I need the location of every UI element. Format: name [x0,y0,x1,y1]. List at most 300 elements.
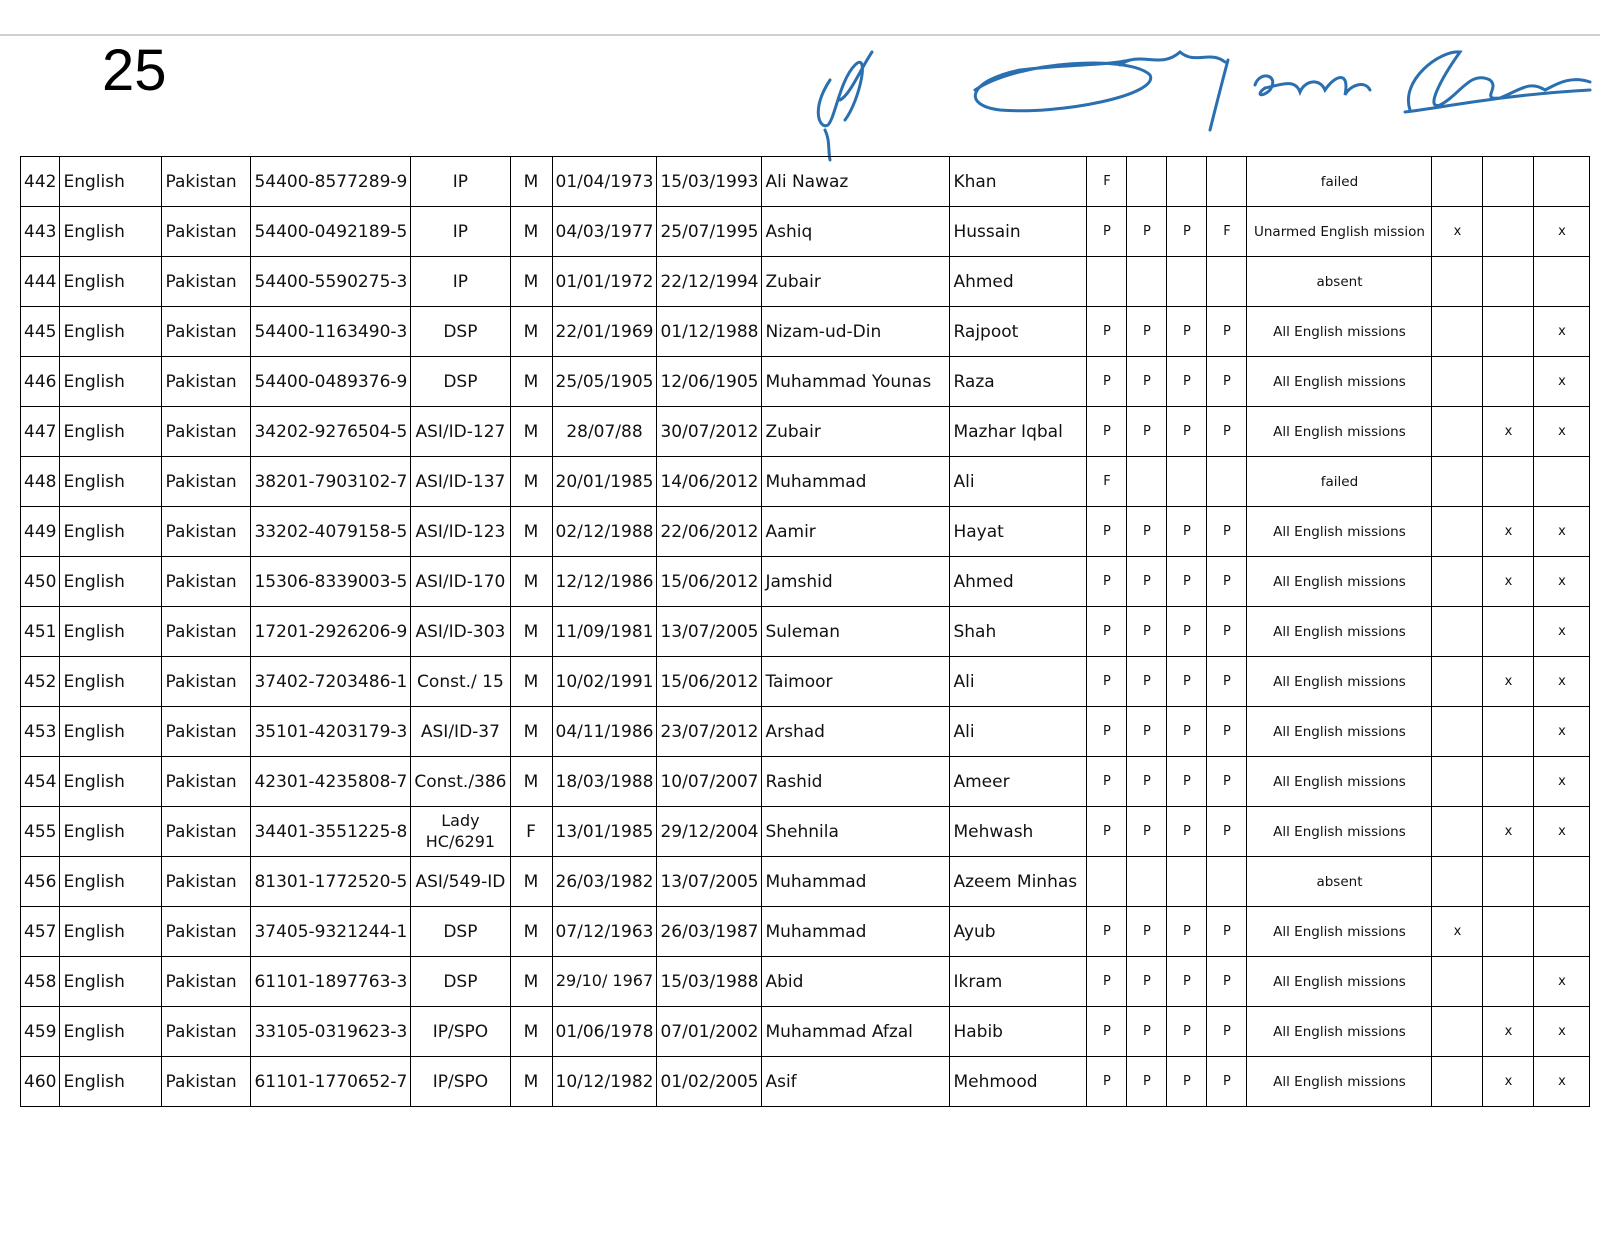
table-row [21,1007,1590,1057]
date-of-birth: 18/03/1988 [552,757,657,807]
last-name: Ameer [950,757,1087,807]
serial-number: 442 [21,157,60,207]
date-of-birth: 10/12/1982 [552,1057,657,1107]
mark-1 [1432,757,1483,807]
test-1-result: P [1087,357,1127,407]
test-1-result: P [1087,557,1127,607]
test-2-result: P [1127,657,1167,707]
cnic-number: 61101-1770652-7 [251,1057,411,1107]
test-1-result: F [1087,157,1127,207]
test-4-result: P [1207,507,1247,557]
rank: ASI/549-ID [411,857,510,907]
eligibility-remark: All English missions [1247,407,1432,457]
test-4-result: P [1207,357,1247,407]
test-4-result: P [1207,1007,1247,1057]
eligibility-remark: All English missions [1247,507,1432,557]
eligibility-remark: All English missions [1247,1007,1432,1057]
last-name: Hussain [950,207,1087,257]
mark-1 [1432,157,1483,207]
first-name: Rashid [762,757,950,807]
date-of-joining: 15/03/1988 [657,957,762,1007]
mark-3: x [1534,307,1590,357]
test-2-result: P [1127,707,1167,757]
eligibility-remark: All English missions [1247,557,1432,607]
country: Pakistan [162,907,251,957]
rank: ASI/ID-303 [411,607,510,657]
first-name: Zubair [762,257,950,307]
top-rule [0,34,1600,36]
table-row [21,1057,1590,1107]
serial-number: 457 [21,907,60,957]
country: Pakistan [162,457,251,507]
eligibility-remark: All English missions [1247,607,1432,657]
cnic-number: 38201-7903102-7 [251,457,411,507]
table-row [21,757,1590,807]
eligibility-remark: All English missions [1247,707,1432,757]
date-of-joining: 29/12/2004 [657,807,762,857]
test-2-result: P [1127,807,1167,857]
test-1-result: P [1087,957,1127,1007]
test-4-result [1207,857,1247,907]
rank: IP/SPO [411,1057,510,1107]
serial-number: 454 [21,757,60,807]
rank: Const./386 [411,757,510,807]
sex: M [510,857,552,907]
date-of-birth: 11/09/1981 [552,607,657,657]
mark-1 [1432,857,1483,907]
test-2-result: P [1127,1057,1167,1107]
mark-3: x [1534,557,1590,607]
test-3-result: P [1167,557,1207,607]
country: Pakistan [162,1007,251,1057]
date-of-joining: 22/06/2012 [657,507,762,557]
cnic-number: 54400-0489376-9 [251,357,411,407]
first-name: Jamshid [762,557,950,607]
sex: M [510,907,552,957]
date-of-birth: 13/01/1985 [552,807,657,857]
rank: ASI/ID-127 [411,407,510,457]
date-of-birth: 01/04/1973 [552,157,657,207]
test-4-result: P [1207,407,1247,457]
language: English [60,757,162,807]
roster-table [20,156,1590,1107]
mark-3 [1534,857,1590,907]
mark-2 [1483,907,1534,957]
eligibility-remark: Unarmed English mission [1247,207,1432,257]
cnic-number: 35101-4203179-3 [251,707,411,757]
serial-number: 453 [21,707,60,757]
test-3-result: P [1167,307,1207,357]
serial-number: 460 [21,1057,60,1107]
sex: F [510,807,552,857]
mark-1 [1432,407,1483,457]
mark-1 [1432,657,1483,707]
rank: ASI/ID-170 [411,557,510,607]
mark-3: x [1534,957,1590,1007]
test-2-result: P [1127,207,1167,257]
test-3-result: P [1167,907,1207,957]
test-2-result: P [1127,407,1167,457]
test-4-result: P [1207,1057,1247,1107]
mark-1 [1432,307,1483,357]
last-name: Ali [950,657,1087,707]
sex: M [510,707,552,757]
test-3-result [1167,857,1207,907]
serial-number: 451 [21,607,60,657]
test-2-result [1127,857,1167,907]
test-2-result: P [1127,607,1167,657]
test-4-result: P [1207,757,1247,807]
date-of-birth: 07/12/1963 [552,907,657,957]
country: Pakistan [162,707,251,757]
mark-2: x [1483,807,1534,857]
eligibility-remark: All English missions [1247,757,1432,807]
test-3-result [1167,157,1207,207]
test-1-result: P [1087,307,1127,357]
test-1-result: P [1087,807,1127,857]
sex: M [510,257,552,307]
test-1-result: P [1087,907,1127,957]
date-of-joining: 26/03/1987 [657,907,762,957]
mark-2: x [1483,557,1534,607]
rank: DSP [411,357,510,407]
date-of-birth: 02/12/1988 [552,507,657,557]
first-name: Asif [762,1057,950,1107]
test-4-result: P [1207,657,1247,707]
date-of-joining: 10/07/2007 [657,757,762,807]
date-of-joining: 15/06/2012 [657,557,762,607]
mark-1 [1432,807,1483,857]
date-of-joining: 01/02/2005 [657,1057,762,1107]
mark-3: x [1534,1057,1590,1107]
test-1-result: P [1087,707,1127,757]
country: Pakistan [162,957,251,1007]
eligibility-remark: All English missions [1247,657,1432,707]
serial-number: 444 [21,257,60,307]
mark-3: x [1534,207,1590,257]
cnic-number: 33105-0319623-3 [251,1007,411,1057]
test-2-result: P [1127,557,1167,607]
language: English [60,957,162,1007]
table-row [21,557,1590,607]
signature-1 [818,52,872,160]
rank: DSP [411,307,510,357]
test-3-result [1167,257,1207,307]
cnic-number: 34401-3551225-8 [251,807,411,857]
rank: DSP [411,957,510,1007]
sex: M [510,957,552,1007]
cnic-number: 54400-8577289-9 [251,157,411,207]
test-2-result [1127,457,1167,507]
mark-3: x [1534,707,1590,757]
rank: ASI/ID-37 [411,707,510,757]
country: Pakistan [162,807,251,857]
sex: M [510,207,552,257]
table-row [21,657,1590,707]
mark-2 [1483,957,1534,1007]
date-of-joining: 07/01/2002 [657,1007,762,1057]
cnic-number: 34202-9276504-5 [251,407,411,457]
table-row [21,157,1590,207]
cnic-number: 61101-1897763-3 [251,957,411,1007]
test-2-result: P [1127,307,1167,357]
table-row [21,507,1590,557]
mark-3 [1534,457,1590,507]
eligibility-remark: All English missions [1247,957,1432,1007]
mark-3 [1534,257,1590,307]
last-name: Mehwash [950,807,1087,857]
table-row [21,857,1590,907]
test-4-result: P [1207,707,1247,757]
last-name: Ali [950,457,1087,507]
country: Pakistan [162,507,251,557]
last-name: Ahmed [950,557,1087,607]
test-1-result: F [1087,457,1127,507]
sex: M [510,157,552,207]
language: English [60,1057,162,1107]
country: Pakistan [162,557,251,607]
test-4-result: P [1207,807,1247,857]
country: Pakistan [162,757,251,807]
test-1-result [1087,857,1127,907]
test-3-result: P [1167,207,1207,257]
mark-3: x [1534,807,1590,857]
mark-1 [1432,707,1483,757]
eligibility-remark: All English missions [1247,807,1432,857]
test-2-result: P [1127,757,1167,807]
language: English [60,707,162,757]
test-1-result: P [1087,657,1127,707]
table-row [21,457,1590,507]
cnic-number: 17201-2926206-9 [251,607,411,657]
rank: ASI/ID-123 [411,507,510,557]
test-1-result: P [1087,207,1127,257]
mark-2 [1483,157,1534,207]
mark-2 [1483,357,1534,407]
mark-2: x [1483,657,1534,707]
table-row [21,257,1590,307]
test-4-result: P [1207,557,1247,607]
serial-number: 445 [21,307,60,357]
language: English [60,857,162,907]
cnic-number: 54400-5590275-3 [251,257,411,307]
language: English [60,207,162,257]
test-4-result [1207,257,1247,307]
serial-number: 448 [21,457,60,507]
mark-2: x [1483,507,1534,557]
last-name: Rajpoot [950,307,1087,357]
language: English [60,557,162,607]
rank: IP/SPO [411,1007,510,1057]
date-of-birth: 29/10/ 1967 [552,957,657,1007]
mark-1: x [1432,207,1483,257]
first-name: Muhammad [762,907,950,957]
last-name: Azeem Minhas [950,857,1087,907]
test-4-result: F [1207,207,1247,257]
roster-body [21,157,1590,1107]
test-1-result: P [1087,607,1127,657]
eligibility-remark: All English missions [1247,307,1432,357]
sex: M [510,657,552,707]
date-of-birth: 20/01/1985 [552,457,657,507]
mark-1: x [1432,907,1483,957]
first-name: Ali Nawaz [762,157,950,207]
mark-2 [1483,707,1534,757]
date-of-joining: 01/12/1988 [657,307,762,357]
date-of-birth: 22/01/1969 [552,307,657,357]
language: English [60,157,162,207]
first-name: Muhammad [762,857,950,907]
language: English [60,257,162,307]
first-name: Arshad [762,707,950,757]
language: English [60,657,162,707]
sex: M [510,607,552,657]
date-of-joining: 30/07/2012 [657,407,762,457]
date-of-joining: 22/12/1994 [657,257,762,307]
mark-1 [1432,457,1483,507]
serial-number: 443 [21,207,60,257]
test-3-result: P [1167,757,1207,807]
first-name: Ashiq [762,207,950,257]
sex: M [510,457,552,507]
test-3-result: P [1167,1057,1207,1107]
last-name: Ayub [950,907,1087,957]
date-of-joining: 23/07/2012 [657,707,762,757]
mark-3: x [1534,657,1590,707]
cnic-number: 37405-9321244-1 [251,907,411,957]
test-3-result: P [1167,957,1207,1007]
serial-number: 458 [21,957,60,1007]
mark-3: x [1534,607,1590,657]
country: Pakistan [162,207,251,257]
sex: M [510,1057,552,1107]
signature-3 [1255,76,1370,95]
test-1-result: P [1087,507,1127,557]
mark-3: x [1534,357,1590,407]
signatures [800,40,1600,170]
serial-number: 459 [21,1007,60,1057]
mark-3: x [1534,507,1590,557]
sex: M [510,507,552,557]
table-row [21,357,1590,407]
page-number: 25 [102,38,167,103]
language: English [60,1007,162,1057]
test-3-result: P [1167,607,1207,657]
country: Pakistan [162,407,251,457]
language: English [60,407,162,457]
date-of-birth: 04/11/1986 [552,707,657,757]
rank: IP [411,257,510,307]
date-of-joining: 12/06/1905 [657,357,762,407]
date-of-joining: 14/06/2012 [657,457,762,507]
country: Pakistan [162,157,251,207]
mark-2: x [1483,407,1534,457]
country: Pakistan [162,607,251,657]
eligibility-remark: All English missions [1247,357,1432,407]
mark-2: x [1483,1057,1534,1107]
eligibility-remark: All English missions [1247,907,1432,957]
first-name: Taimoor [762,657,950,707]
mark-3: x [1534,757,1590,807]
serial-number: 455 [21,807,60,857]
test-1-result: P [1087,407,1127,457]
date-of-birth: 01/01/1972 [552,257,657,307]
test-2-result: P [1127,907,1167,957]
date-of-joining: 15/03/1993 [657,157,762,207]
language: English [60,907,162,957]
serial-number: 449 [21,507,60,557]
first-name: Muhammad [762,457,950,507]
test-3-result: P [1167,507,1207,557]
test-3-result: P [1167,407,1207,457]
first-name: Nizam-ud-Din [762,307,950,357]
eligibility-remark: absent [1247,857,1432,907]
mark-2 [1483,457,1534,507]
table-row [21,957,1590,1007]
rank: Lady HC/6291 [411,807,510,857]
sex: M [510,407,552,457]
mark-2 [1483,607,1534,657]
language: English [60,307,162,357]
serial-number: 452 [21,657,60,707]
eligibility-remark: absent [1247,257,1432,307]
first-name: Abid [762,957,950,1007]
table-row [21,807,1590,857]
last-name: Ahmed [950,257,1087,307]
serial-number: 456 [21,857,60,907]
test-2-result: P [1127,1007,1167,1057]
first-name: Shehnila [762,807,950,857]
mark-2: x [1483,1007,1534,1057]
rank: ASI/ID-137 [411,457,510,507]
eligibility-remark: failed [1247,157,1432,207]
date-of-birth: 12/12/1986 [552,557,657,607]
cnic-number: 54400-0492189-5 [251,207,411,257]
sex: M [510,307,552,357]
country: Pakistan [162,657,251,707]
cnic-number: 15306-8339003-5 [251,557,411,607]
first-name: Zubair [762,407,950,457]
language: English [60,507,162,557]
table-row [21,707,1590,757]
test-4-result [1207,457,1247,507]
table-row [21,407,1590,457]
date-of-joining: 15/06/2012 [657,657,762,707]
mark-1 [1432,1057,1483,1107]
date-of-joining: 25/07/1995 [657,207,762,257]
test-3-result: P [1167,807,1207,857]
rank: Const./ 15 [411,657,510,707]
mark-2 [1483,757,1534,807]
test-3-result: P [1167,657,1207,707]
rank: IP [411,157,510,207]
mark-1 [1432,257,1483,307]
sex: M [510,1007,552,1057]
date-of-birth: 26/03/1982 [552,857,657,907]
language: English [60,607,162,657]
country: Pakistan [162,357,251,407]
date-of-birth: 25/05/1905 [552,357,657,407]
test-3-result: P [1167,357,1207,407]
language: English [60,357,162,407]
cnic-number: 54400-1163490-3 [251,307,411,357]
test-3-result: P [1167,707,1207,757]
serial-number: 450 [21,557,60,607]
cnic-number: 33202-4079158-5 [251,507,411,557]
last-name: Raza [950,357,1087,407]
eligibility-remark: failed [1247,457,1432,507]
serial-number: 447 [21,407,60,457]
